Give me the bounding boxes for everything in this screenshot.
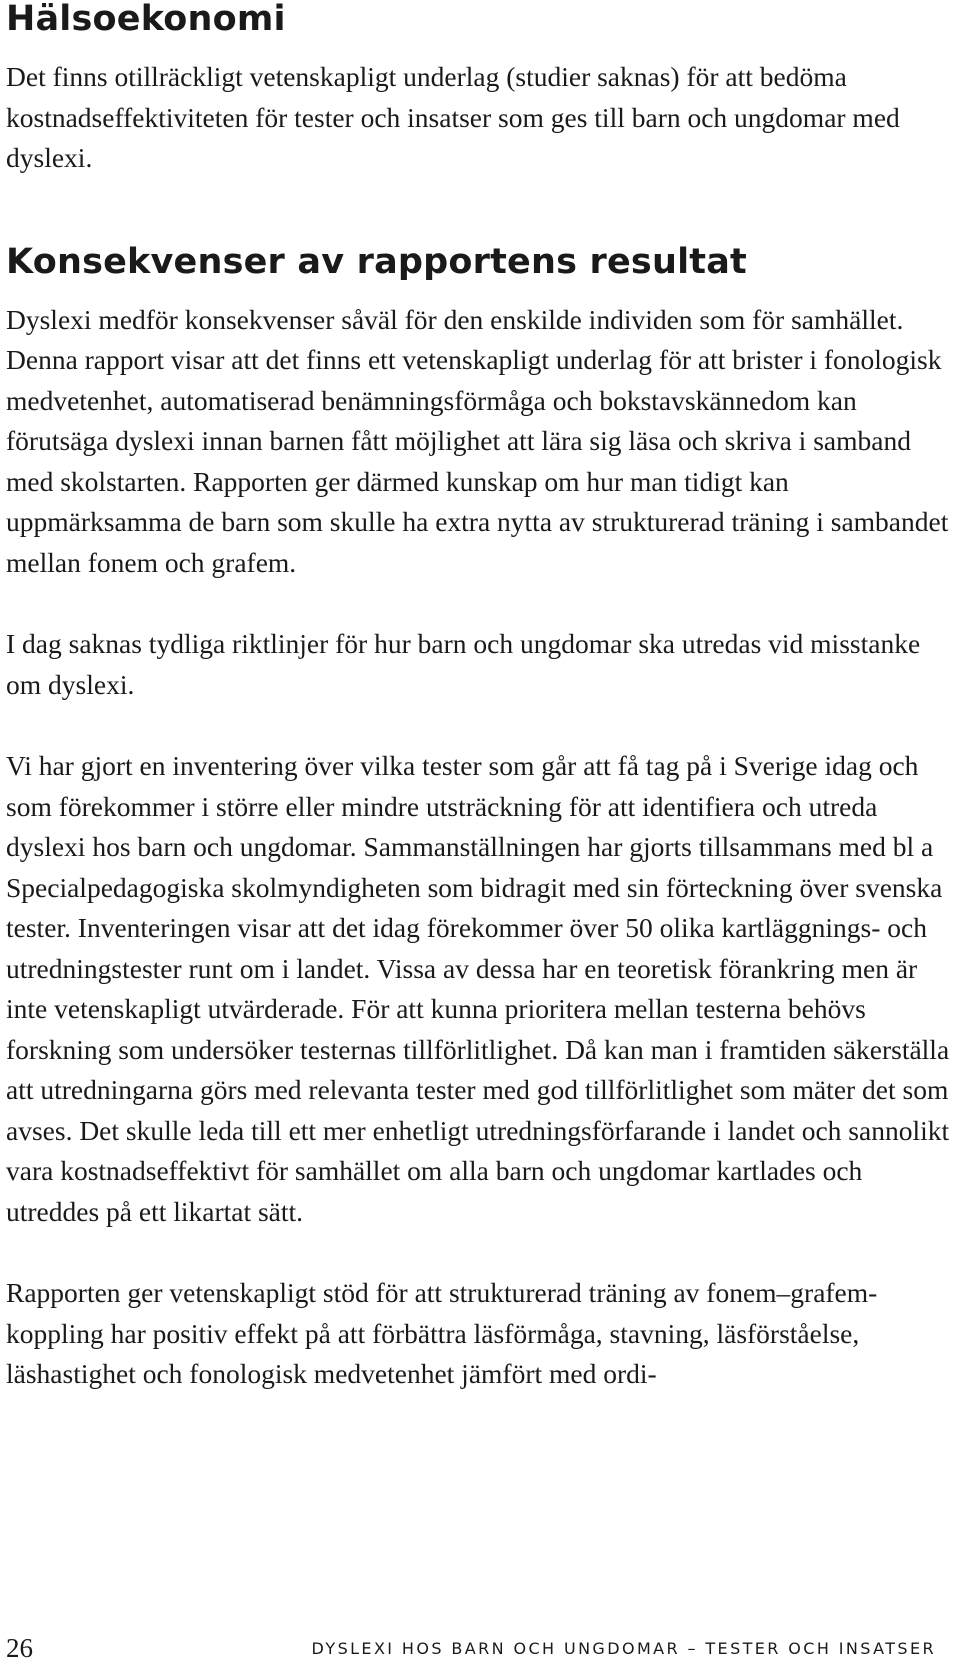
page-number: 26: [6, 1633, 33, 1663]
paragraph-konsekvenser-1: Dyslexi medför konsekvenser såväl för den enskilde individen som för samhället. Denna rapport visar att det finns ett vetenskapligt underlag för att brister i fonologisk medvetenhet, automatiserad benämningsförmåga och bokstavskännedom kan förutsäga dyslexi innan barnen fått möjlighet att lära sig läsa och skriva i samband med skolstarten. Rapporten ger därmed kunskap om hur man tidigt kan uppmärksamma de barn som skulle ha extra nytta av strukturerad träning i sambandet mellan fonem och grafem.: [6, 303, 949, 578]
paragraph-konsekvenser-2: I dag saknas tydliga riktlinjer för hur barn och ungdomar ska utredas vid misstanke om dyslexi.: [6, 628, 921, 700]
running-title: DYSLEXI HOS BARN OCH UNGDOMAR – TESTER OCH INSATSER: [311, 1639, 936, 1658]
paragraph-konsekvenser-3: Vi har gjort en inventering över vilka tester som går att få tag på i Sverige idag och som förekommer i större eller mindre utsträckning för att identifiera och utreda dyslexi hos barn och ungdomar. Sammanställningen har gjorts tillsammans med bl a Specialpedagogiska skolmyndigheten som bidragit med sin förteckning över svenska tester. Inventeringen visar att det idag förekommer över 50 olika kartläggnings- och utredningstester runt om i landet. Vissa av dessa har en teoretisk förankring men är inte vetenskapligt utvärderade. För att kunna prioritera mellan testerna behövs forskning som undersöker testernas tillförlitlighet. Då kan man i framtiden säkerställa att utredningarna görs med relevanta tester med god tillförlitlighet som mäter det som avses. Det skulle leda till ett mer enhetligt utredningsförfarande i landet och sannolikt vara kostnadseffektivt för samhället om alla barn och ungdomar kartlades och utreddes på ett likartat sätt.: [6, 750, 950, 1227]
page-footer: [6, 1633, 936, 1663]
heading-halsoekonomi: Hälsoekonomi: [6, 0, 286, 39]
heading-konsekvenser: Konsekvenser av rapportens resultat: [6, 241, 747, 282]
page-content: [6, 0, 954, 1395]
paragraph-halsoekonomi: Det finns otillräckligt vetenskapligt underlag (studier saknas) för att bedöma kostnadseffektiviteten för tester och insatser som ges till barn och ungdomar med dyslexi.: [6, 61, 900, 173]
paragraph-konsekvenser-4: Rapporten ger vetenskapligt stöd för att strukturerad träning av fonem–grafem-koppling har positiv effekt på att förbättra läsförmåga, stavning, läsförståelse, läshastighet och fonologisk medvetenhet jämfört med ordi-: [6, 1277, 878, 1389]
